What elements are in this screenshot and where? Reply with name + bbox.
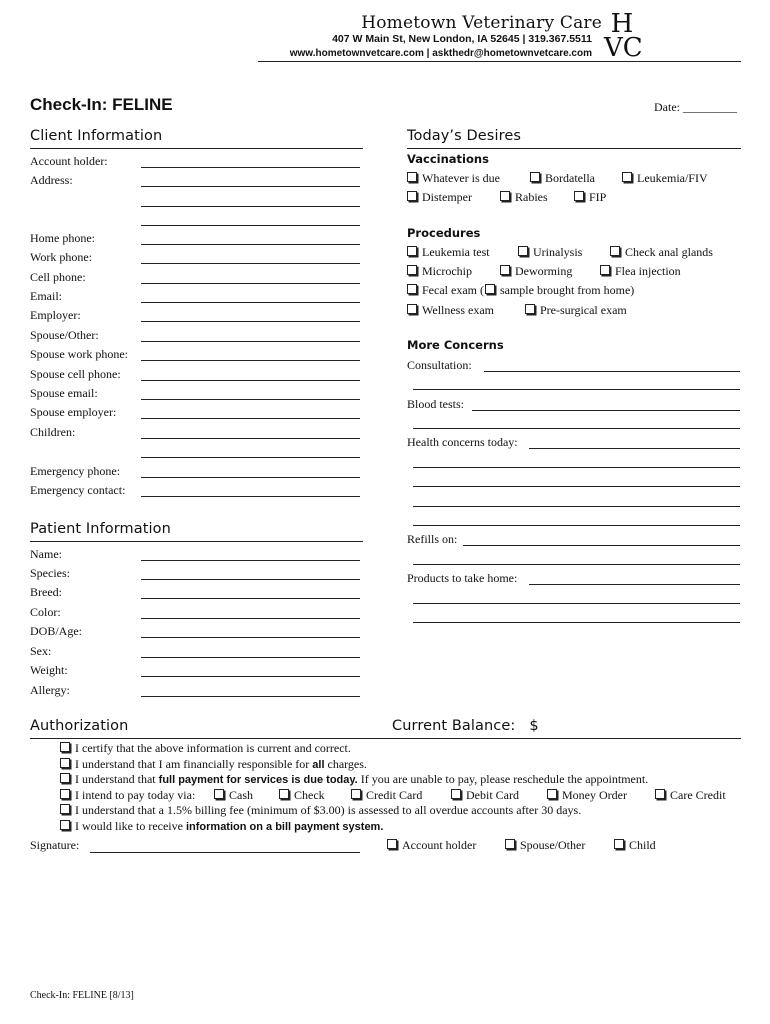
practice-name: Hometown Veterinary Care <box>361 13 602 33</box>
patient-field-label: Weight: <box>30 663 68 677</box>
patient-field-label: Sex: <box>30 644 52 658</box>
children-extra-line[interactable] <box>141 457 360 458</box>
checkbox[interactable] <box>387 839 397 849</box>
checkbox[interactable] <box>351 789 361 799</box>
vacc-rabies[interactable]: Rabies <box>500 190 548 205</box>
client-field-line[interactable] <box>141 360 360 361</box>
client-field-label: Account holder: <box>30 154 108 168</box>
patient-field-line[interactable] <box>141 579 360 580</box>
pay-care-credit[interactable]: Care Credit <box>655 788 726 803</box>
pay-check[interactable]: Check <box>279 788 325 803</box>
client-field-label: Work phone: <box>30 250 93 264</box>
vacc-whatever-due[interactable]: Whatever is due <box>407 171 500 186</box>
client-field-line[interactable] <box>141 167 360 168</box>
concern-line[interactable] <box>463 545 740 546</box>
auth-certify[interactable]: I certify that the above information is current and correct. <box>60 741 351 756</box>
checkbox[interactable] <box>407 246 417 256</box>
proc-presurgical-exam[interactable]: Pre-surgical exam <box>525 303 627 318</box>
patient-field-label: Allergy: <box>30 683 70 697</box>
client-field-label: Home phone: <box>30 231 95 245</box>
patient-info-heading: Patient Information <box>30 521 171 537</box>
concern-line[interactable] <box>484 371 740 372</box>
patient-field-line[interactable] <box>141 676 360 677</box>
auth-full-payment[interactable]: I understand that full payment for services is due today. If you are unable to pay, please reschedule the appointment. <box>60 772 648 787</box>
client-field-line[interactable] <box>141 263 360 264</box>
checkbox[interactable] <box>547 789 557 799</box>
checkbox[interactable] <box>60 758 70 768</box>
client-field-line[interactable] <box>141 321 360 322</box>
pay-money-order[interactable]: Money Order <box>547 788 627 803</box>
client-field-label: Spouse email: <box>30 386 98 400</box>
signer-spouse-other[interactable]: Spouse/Other <box>505 838 585 853</box>
concern-extra-line[interactable] <box>413 603 740 604</box>
client-field-label: Email: <box>30 289 62 303</box>
client-field-line[interactable] <box>141 477 360 478</box>
concern-label: Products to take home: <box>407 571 518 585</box>
concern-label: Blood tests: <box>407 397 465 411</box>
vaccinations-heading: Vaccinations <box>407 152 489 166</box>
vacc-bordatella[interactable]: Bordatella <box>530 171 595 186</box>
concern-extra-line[interactable] <box>413 622 740 623</box>
signer-child[interactable]: Child <box>614 838 656 853</box>
proc-microchip[interactable]: Microchip <box>407 264 472 279</box>
client-field-line[interactable] <box>141 186 360 187</box>
pay-credit-card[interactable]: Credit Card <box>351 788 422 803</box>
patient-field-line[interactable] <box>141 618 360 619</box>
signer-account-holder[interactable]: Account holder <box>387 838 476 853</box>
pay-cash[interactable]: Cash <box>214 788 253 803</box>
client-field-label: Emergency contact: <box>30 483 126 497</box>
checkbox[interactable] <box>60 789 70 799</box>
client-field-line[interactable] <box>141 418 360 419</box>
checkbox[interactable] <box>407 284 417 294</box>
practice-web-email: www.hometownvetcare.com | askthedr@hometownvetcare.com <box>289 48 592 59</box>
checkbox[interactable] <box>600 265 610 275</box>
practice-logo: H VC <box>604 9 643 63</box>
more-concerns-heading: More Concerns <box>407 338 504 352</box>
client-field-label: Spouse employer: <box>30 405 117 419</box>
checkbox[interactable] <box>60 773 70 783</box>
client-field-label: Address: <box>30 173 73 187</box>
checkbox[interactable] <box>407 265 417 275</box>
client-info-rule <box>30 148 363 149</box>
client-field-label: Spouse work phone: <box>30 347 128 361</box>
client-field-line[interactable] <box>141 302 360 303</box>
client-field-line[interactable] <box>141 341 360 342</box>
auth-financial[interactable]: I understand that I am financially responsible for all charges. <box>60 757 367 772</box>
client-field-label: Spouse cell phone: <box>30 367 121 381</box>
concern-line[interactable] <box>529 584 740 585</box>
patient-field-line[interactable] <box>141 657 360 658</box>
patient-field-label: Color: <box>30 605 61 619</box>
patient-field-label: DOB/Age: <box>30 624 82 638</box>
address-extra-line[interactable] <box>141 206 360 207</box>
concern-extra-line[interactable] <box>413 506 740 507</box>
checkbox[interactable] <box>610 246 620 256</box>
proc-anal-glands[interactable]: Check anal glands <box>610 245 713 260</box>
checkbox[interactable] <box>60 820 70 830</box>
page-title: Check-In: FELINE <box>30 95 173 114</box>
checkbox[interactable] <box>485 284 495 294</box>
practice-address: 407 W Main St, New London, IA 52645 | 319.367.5511 <box>332 33 592 45</box>
signature-label: Signature: <box>30 838 80 852</box>
checkbox[interactable] <box>60 804 70 814</box>
footer-form-id: Check-In: FELINE [8/13] <box>30 990 134 1001</box>
patient-field-line[interactable] <box>141 598 360 599</box>
concern-extra-line[interactable] <box>413 389 740 390</box>
checkbox[interactable] <box>279 789 289 799</box>
concern-extra-line[interactable] <box>413 564 740 565</box>
auth-billing-fee[interactable]: I understand that a 1.5% billing fee (minimum of $3.00) is assessed to all overdue accounts after 30 days. <box>60 803 581 818</box>
client-field-line[interactable] <box>141 438 360 439</box>
authorization-heading: Authorization <box>30 718 129 734</box>
client-field-line[interactable] <box>141 244 360 245</box>
checkbox[interactable] <box>407 304 417 314</box>
vacc-fip[interactable]: FIP <box>574 190 606 205</box>
checkbox[interactable] <box>451 789 461 799</box>
patient-field-label: Breed: <box>30 585 62 599</box>
checkbox[interactable] <box>530 172 540 182</box>
client-field-label: Children: <box>30 425 76 439</box>
concern-line[interactable] <box>472 410 740 411</box>
concern-extra-line[interactable] <box>413 486 740 487</box>
currency-symbol: $ <box>529 718 539 734</box>
client-field-line[interactable] <box>141 283 360 284</box>
checkbox[interactable] <box>407 172 417 182</box>
desires-rule <box>407 148 741 149</box>
client-field-line[interactable] <box>141 380 360 381</box>
current-balance-label: Current Balance: $ <box>392 718 539 734</box>
patient-field-label: Species: <box>30 566 70 580</box>
patient-field-line[interactable] <box>141 560 360 561</box>
patient-field-line[interactable] <box>141 637 360 638</box>
checkbox[interactable] <box>614 839 624 849</box>
client-field-label: Cell phone: <box>30 270 86 284</box>
checkbox[interactable] <box>622 172 632 182</box>
client-field-line[interactable] <box>141 496 360 497</box>
concern-extra-line[interactable] <box>413 428 740 429</box>
procedures-heading: Procedures <box>407 226 481 240</box>
address-extra-line[interactable] <box>141 225 360 226</box>
checkbox[interactable] <box>407 191 417 201</box>
proc-urinalysis[interactable]: Urinalysis <box>518 245 582 260</box>
header-rule <box>258 61 741 62</box>
client-field-line[interactable] <box>141 399 360 400</box>
client-field-label: Spouse/Other: <box>30 328 99 342</box>
concern-label: Refills on: <box>407 532 458 546</box>
concern-extra-line[interactable] <box>413 467 740 468</box>
checkbox[interactable] <box>655 789 665 799</box>
pay-debit-card[interactable]: Debit Card <box>451 788 519 803</box>
authorization-rule <box>30 738 741 739</box>
checkbox[interactable] <box>214 789 224 799</box>
proc-wellness-exam[interactable]: Wellness exam <box>407 303 494 318</box>
proc-flea-injection[interactable]: Flea injection <box>600 264 681 279</box>
checkbox[interactable] <box>500 191 510 201</box>
auth-bill-payment-info[interactable]: I would like to receive information on a bill payment system. <box>60 819 383 834</box>
checkbox[interactable] <box>518 246 528 256</box>
client-field-label: Emergency phone: <box>30 464 121 478</box>
checkbox[interactable] <box>525 304 535 314</box>
vacc-leukemia-fiv[interactable]: Leukemia/FIV <box>622 171 708 186</box>
concern-line[interactable] <box>529 448 740 449</box>
concern-label: Consultation: <box>407 358 472 372</box>
proc-deworming[interactable]: Deworming <box>500 264 572 279</box>
patient-field-line[interactable] <box>141 696 360 697</box>
checkbox[interactable] <box>505 839 515 849</box>
date-field[interactable]: Date: _________ <box>654 100 737 114</box>
checkbox[interactable] <box>500 265 510 275</box>
auth-pay-today[interactable]: I intend to pay today via: <box>60 788 195 803</box>
proc-leukemia-test[interactable]: Leukemia test <box>407 245 490 260</box>
concern-extra-line[interactable] <box>413 525 740 526</box>
concern-label: Health concerns today: <box>407 435 518 449</box>
patient-info-rule <box>30 541 363 542</box>
vacc-distemper[interactable]: Distemper <box>407 190 472 205</box>
proc-fecal-exam[interactable]: Fecal exam ( sample brought from home) <box>407 283 634 298</box>
checkbox[interactable] <box>60 742 70 752</box>
desires-heading: Today’s Desires <box>407 128 521 144</box>
patient-field-label: Name: <box>30 547 62 561</box>
client-info-heading: Client Information <box>30 128 163 144</box>
signature-line[interactable] <box>90 852 360 853</box>
client-field-label: Employer: <box>30 308 81 322</box>
checkbox[interactable] <box>574 191 584 201</box>
